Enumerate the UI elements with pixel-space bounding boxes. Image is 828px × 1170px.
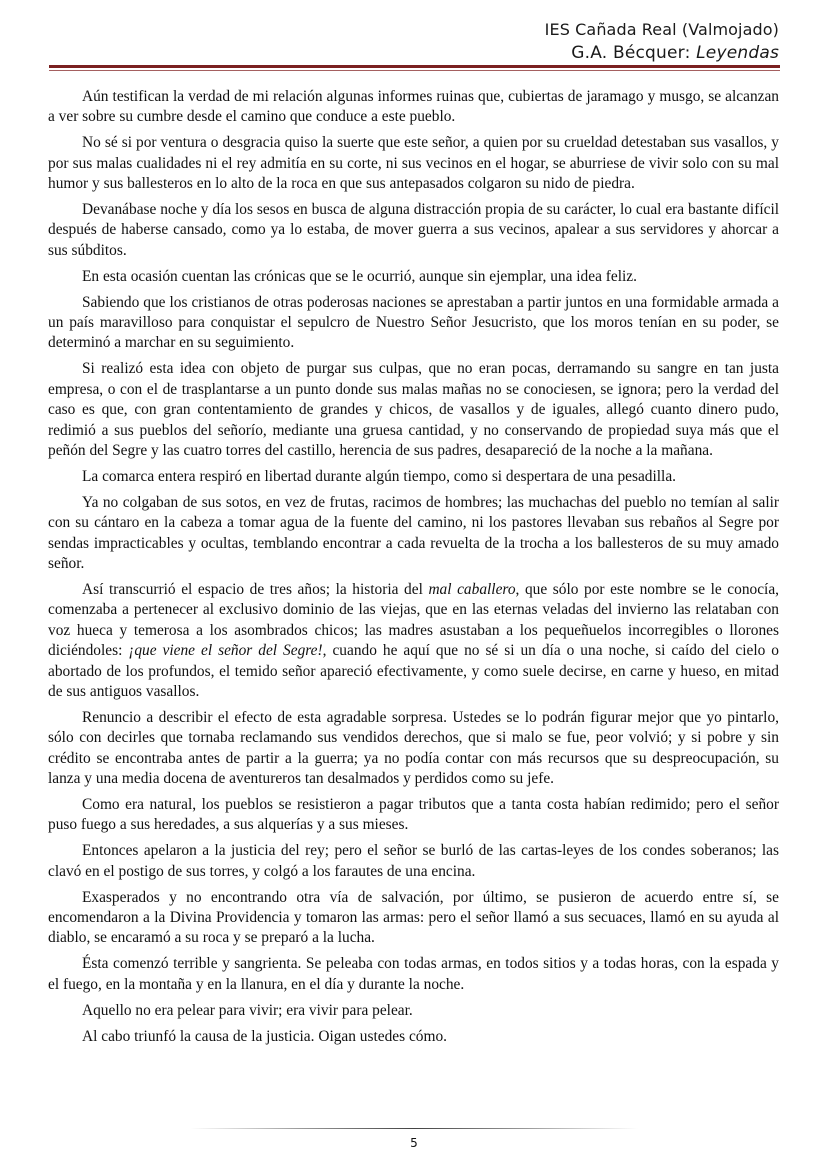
- paragraph-9: [48, 580, 779, 702]
- paragraph-9-part-2: , que sólo por este nombre se le conocía, comenzaba a pertenecer al exclusivo dominio de las viejas, que en las eternas veladas del invierno las relataban con voz hueca y temerosa a los asombrados chicos; las madres asustaban a los pequeñuelos incorregibles o llorones diciéndoles:: [48, 580, 779, 660]
- paragraph-12: Entonces apelaron a la justicia del rey; pero el señor se burló de las cartas-leyes de los condes soberanos; las clavó en el postigo de sus torres, y colgó a los farautes de una encina.: [48, 842, 779, 880]
- paragraph-11: Como era natural, los pueblos se resistieron a pagar tributos que a tanta costa habían redimido; pero el señor puso fuego a sus heredades, a sus alquerías y a sus mieses.: [48, 796, 779, 834]
- paragraph-5: Sabiendo que los cristianos de otras poderosas naciones se aprestaban a partir juntos en una formidable armada a un país maravilloso para conquistar el sepulcro de Nuestro Señor Jesucristo, que los moros tenían en su poder, se determinó a marchar en su seguimiento.: [48, 293, 779, 352]
- paragraph-7: La comarca entera respiró en libertad durante algún tiempo, como si despertara de una pesadilla.: [82, 467, 676, 485]
- paragraph-6: Si realizó esta idea con objeto de purgar sus culpas, que no eran pocas, derramando su sangre en tan justa empresa, o con el de trasplantarse a un punto donde sus malas mañas no se conociesen, se ignora; pero la verdad del caso es que, con gran contentamiento de grandes y chicos, de vasallos y de iguales, allegó cuanto dinero pudo, redimió a sus pueblos del señorío, mediante una gruesa cantidad, y no conservando de propiedad suya más que el peñón del Segre y las cuatro torres del castillo, herencia de sus padres, desapareció de la noche a la mañana.: [48, 360, 779, 459]
- paragraph-10: Renuncio a describir el efecto de esta agradable sorpresa. Ustedes se lo podrán figurar mejor que yo pintarlo, sólo con decirles que tornaba reclamando sus vendidos derechos, que si malo se fue, peor volvió; y si pobre y sin crédito se encontraba antes de partir a la guerra; ya no podía contar con más recursos que su despreocupación, su lanza y una media docena de aventureros tan desalmados y perdidos como su jefe.: [48, 708, 779, 788]
- header-school: IES Cañada Real (Valmojado): [544, 20, 779, 39]
- italic-mal-caballero: mal caballero: [428, 580, 516, 598]
- paragraph-4: En esta ocasión cuentan las crónicas que se le ocurrió, aunque sin ejemplar, una idea feliz.: [82, 267, 637, 285]
- header-author: G.A. Bécquer:: [571, 43, 697, 63]
- paragraph-3: Devanábase noche y día los sesos en busca de alguna distracción propia de su carácter, lo cual era bastante difícil después de haberse cansado, como ya lo estaba, de mover guerra a sus vecinos, apalear a sus servidores y ahorcar a sus súbditos.: [48, 201, 779, 259]
- header-rule-thick: [49, 65, 780, 68]
- footer-rule: [190, 1128, 638, 1129]
- paragraph-16: Al cabo triunfó la causa de la justicia. Oigan ustedes cómo.: [82, 1027, 447, 1045]
- paragraph-9-part-1: Así transcurrió el espacio de tres años; la historia del: [82, 580, 429, 598]
- paragraph-2: No sé si por ventura o desgracia quiso la suerte que este señor, a quien por su crueldad detestaban sus vasallos, y por sus malas cualidades ni el rey admitía en su corte, ni sus vecinos en el hogar, se aburriese de vivir solo con su mal humor y sus ballesteros en lo alto de la roca en que sus antepasados colgaron su nido de piedra.: [48, 134, 779, 193]
- page-header: [545, 19, 779, 65]
- body-text: [48, 87, 779, 1052]
- page-number: 5: [410, 1136, 418, 1150]
- paragraph-8: Ya no colgaban de sus sotos, en vez de frutas, racimos de hombres; las muchachas del pueblo no temían al salir con su cántaro en la cabeza a tomar agua de la fuente del camino, ni los pastores llevaban sus rebaños al Segre por sendas impracticables y ocultas, temblando encontrar a cada revuelta de la trocha a los ballesteros de su muy amado señor.: [48, 493, 779, 573]
- header-rule-thin: [49, 70, 780, 71]
- paragraph-9-part-3: , cuando he aquí que no sé si un día o una noche, si caído del cielo o abortado de los profundos, el temido señor apareció efectivamente, y como suele decirse, en carne y hueso, en mitad de sus antiguos vasallos.: [48, 642, 780, 700]
- header-book-title: [545, 41, 779, 65]
- paragraph-15: Aquello no era pelear para vivir; era vivir para pelear.: [82, 1001, 413, 1019]
- paragraph-1: Aún testifican la verdad de mi relación algunas informes ruinas que, cubiertas de jaramago y musgo, se alcanzan a ver sobre su cumbre desde el camino que conduce a este pueblo.: [48, 88, 779, 126]
- italic-senor-del-segre: ¡que viene el señor del Segre!: [128, 642, 323, 660]
- paragraph-13: Exasperados y no encontrando otra vía de salvación, por último, se pusieron de acuerdo entre sí, se encomendaron a la Divina Providencia y tomaron las armas: pero el señor llamó a sus secuaces, llamó en su ayuda al diablo, se encaramó a su roca y se preparó a la lucha.: [48, 888, 779, 947]
- paragraph-14: Ésta comenzó terrible y sangrienta. Se peleaba con todas armas, en todos sitios y a todas horas, con la espada y el fuego, en la montaña y en la llanura, en el día y durante la noche.: [48, 955, 779, 993]
- header-work-title: Leyendas: [696, 43, 779, 63]
